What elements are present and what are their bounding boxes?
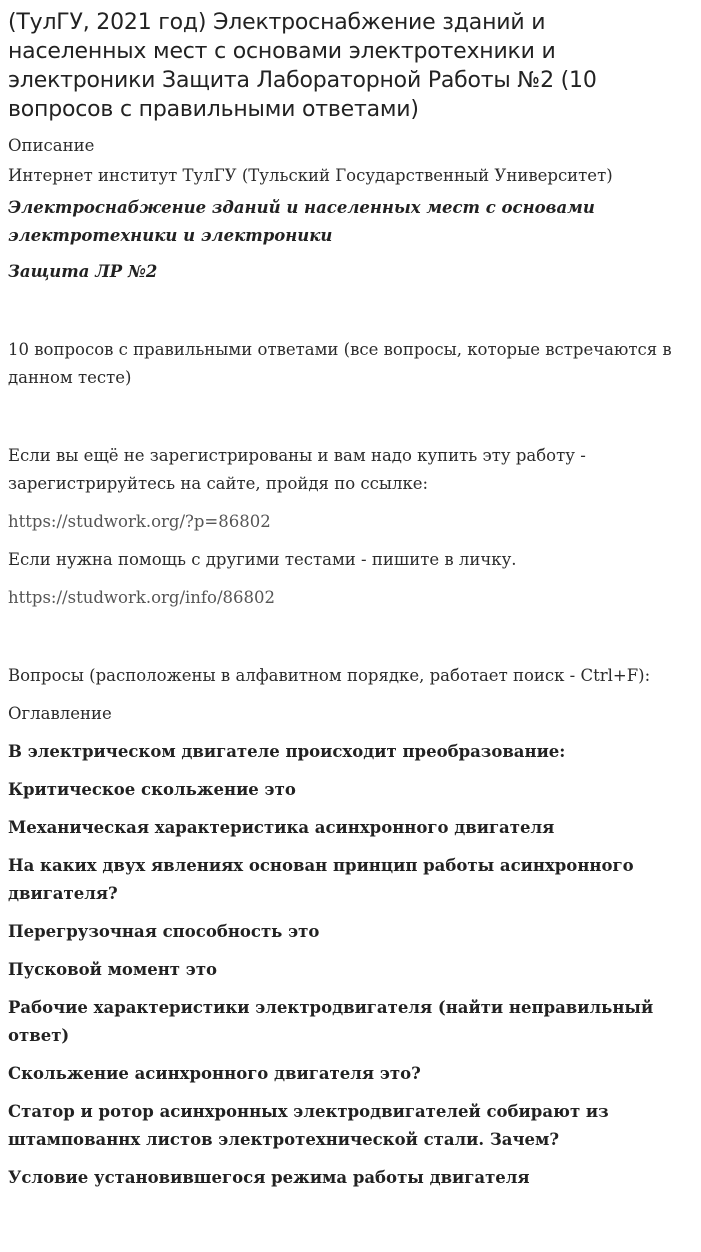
toc-item[interactable]: Перегрузочная способность это [8,922,320,941]
toc-item[interactable]: Условие установившегося режима работы двигателя [8,1168,530,1187]
questions-intro-text: Вопросы (расположены в алфавитном порядке, работает поиск - Ctrl+F): [8,666,651,685]
toc-item[interactable]: Скольжение асинхронного двигателя это? [8,1064,421,1083]
toc-item[interactable]: Рабочие характеристики электродвигателя (найти неправильный ответ) [8,998,654,1045]
toc-item[interactable]: На каких двух явлениях основан принцип работы асинхронного двигателя? [8,856,634,903]
spacer [8,392,687,442]
institute-text: Интернет институт ТулГУ (Тульский Государственный Университет) [8,166,613,185]
defense-text: Защита ЛР №2 [8,262,158,281]
toc-item[interactable]: Механическая характеристика асинхронного двигателя [8,818,555,837]
toc-item[interactable]: Пусковой момент это [8,960,218,979]
help-text: Если нужна помощь с другими тестами - пишите в личку. [8,550,517,569]
subject-text: Электроснабжение зданий и населенных мест с основами электротехники и электроники [8,198,595,245]
description-label: Описание [8,136,95,155]
register-link[interactable]: https://studwork.org/?p=86802 [8,512,271,531]
register-text: Если вы ещё не зарегистрированы и вам надо купить эту работу - зарегистрируйтесь на сайте, пройдя по ссылке: [8,446,586,493]
spacer [8,612,687,662]
toc-item[interactable]: Статор и ротор асинхронных электродвигателей собирают из штампованнх листов электротехнической стали. Зачем? [8,1102,609,1149]
toc-label: Оглавление [8,704,112,723]
toc-item[interactable]: Критическое скольжение это [8,780,296,799]
spacer [8,286,687,336]
help-link-wrap [8,584,687,612]
toc-list [8,738,687,1192]
help-link[interactable]: https://studwork.org/info/86802 [8,588,276,607]
toc-item[interactable]: В электрическом двигателе происходит преобразование: [8,742,566,761]
questions-count-text: 10 вопросов с правильными ответами (все вопросы, которые встречаются в данном тесте) [8,340,672,387]
register-link-wrap [8,508,687,536]
page-title: (ТулГУ, 2021 год) Электроснабжение зданий и населенных мест с основами электротехники и электроники Защита Лабораторной Работы №2 (10 вопросов с правильными ответами) [8,10,597,122]
